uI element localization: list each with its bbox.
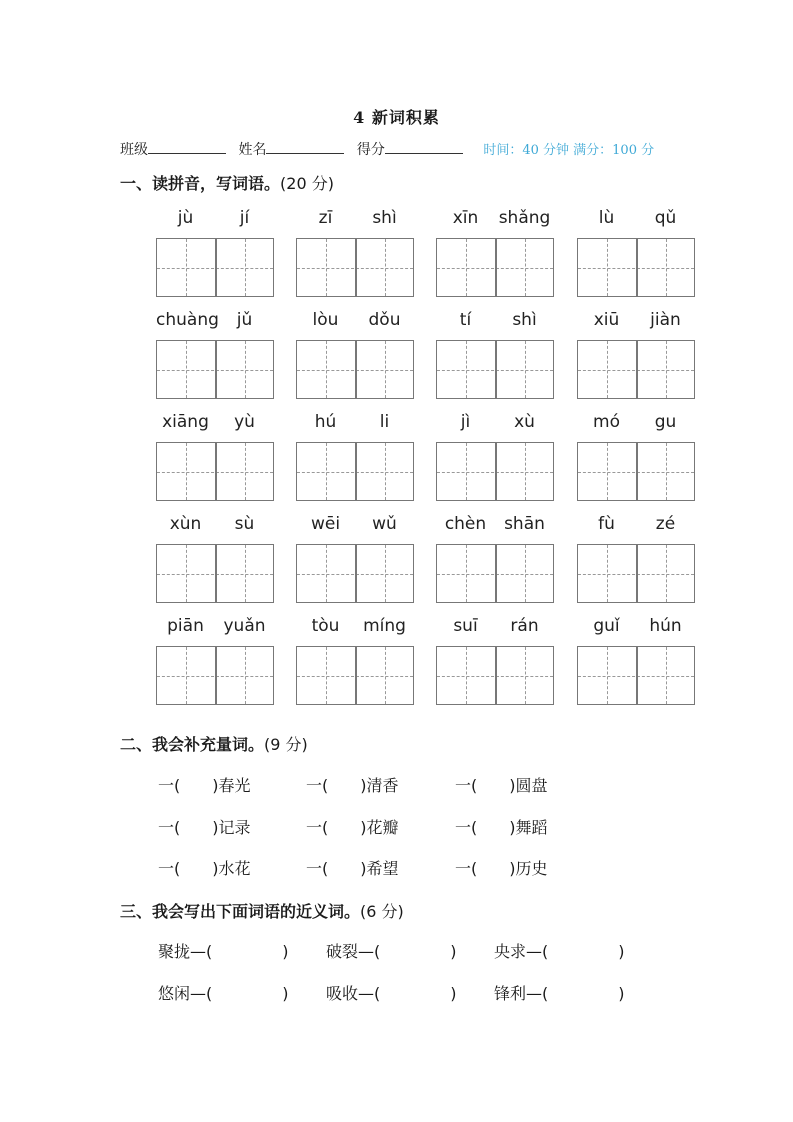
name-field[interactable] <box>266 139 344 154</box>
pinyin-label: wǔ <box>372 514 397 534</box>
writing-grid-box[interactable] <box>296 442 414 501</box>
dash-open-paren: —( <box>358 984 381 1003</box>
synonym-blank[interactable] <box>494 981 625 1004</box>
pinyin-row <box>156 514 696 614</box>
cell-divider <box>495 341 497 398</box>
close-paren: ) <box>450 942 457 961</box>
section-1-heading: 一、读拼音，写词语。 <box>120 174 281 193</box>
dash-open-paren: —( <box>190 984 213 1003</box>
dash-open-paren: —( <box>190 942 213 961</box>
class-field[interactable] <box>148 139 226 154</box>
close-paren: ) <box>618 942 625 961</box>
section-3-score: (6 分) <box>360 902 404 921</box>
measure-word-blank[interactable]: 一( )历史 <box>455 859 548 878</box>
pinyin-label: hún <box>649 616 682 636</box>
dash-open-paren: —( <box>358 942 381 961</box>
writing-grid-box[interactable] <box>156 544 274 603</box>
writing-grid-box[interactable] <box>577 544 695 603</box>
writing-grid-box[interactable] <box>156 646 274 705</box>
pinyin-row <box>156 208 696 308</box>
close-paren: ) <box>618 984 625 1003</box>
measure-word-blank[interactable]: 一( )圆盘 <box>455 776 548 795</box>
writing-grid-box[interactable] <box>296 544 414 603</box>
writing-grid-box[interactable] <box>296 238 414 297</box>
close-paren: ) <box>282 942 289 961</box>
pinyin-label: li <box>379 412 390 432</box>
pinyin-label: lòu <box>312 310 339 330</box>
synonym-word: 锋利 <box>494 984 527 1003</box>
synonym-word: 聚拢 <box>158 942 191 961</box>
pinyin-label: piān <box>167 616 204 636</box>
pinyin-label: zī <box>318 208 333 228</box>
measure-word-blank[interactable]: 一( )水花 <box>158 859 251 878</box>
measure-word-blank[interactable]: 一( )花瓣 <box>306 818 399 837</box>
pinyin-label: wēi <box>310 514 341 534</box>
pinyin-label: fù <box>598 514 615 534</box>
pinyin-label: suī <box>453 616 478 636</box>
writing-grid-box[interactable] <box>436 238 554 297</box>
cell-divider <box>636 239 638 296</box>
section-1-title <box>120 171 334 194</box>
synonym-blank[interactable] <box>158 981 289 1004</box>
pinyin-label: lù <box>598 208 615 228</box>
pinyin-label: xùn <box>169 514 202 534</box>
cell-divider <box>355 341 357 398</box>
writing-grid-box[interactable] <box>577 238 695 297</box>
cell-divider <box>495 443 497 500</box>
measure-word-blank[interactable]: 一( )舞蹈 <box>455 818 548 837</box>
measure-word-blank[interactable]: 一( )希望 <box>306 859 399 878</box>
pinyin-label: tòu <box>311 616 340 636</box>
cell-divider <box>636 341 638 398</box>
synonym-blank[interactable] <box>158 939 289 962</box>
page-title: 4 新词积累 <box>353 108 440 127</box>
cell-divider <box>355 647 357 704</box>
pinyin-label: jǔ <box>236 310 253 330</box>
cell-divider <box>636 545 638 602</box>
pinyin-label: sù <box>234 514 255 534</box>
writing-grid-box[interactable] <box>156 442 274 501</box>
pinyin-label: chèn <box>444 514 487 534</box>
pinyin-label: rán <box>510 616 539 636</box>
dash-open-paren: —( <box>526 984 549 1003</box>
cell-divider <box>495 545 497 602</box>
pinyin-label: guǐ <box>593 616 620 636</box>
close-paren: ) <box>450 984 457 1003</box>
writing-grid-box[interactable] <box>296 646 414 705</box>
cell-divider <box>355 545 357 602</box>
cell-divider <box>355 239 357 296</box>
pinyin-label: chuàng <box>156 310 219 330</box>
dash-open-paren: —( <box>526 942 549 961</box>
pinyin-label: míng <box>363 616 406 636</box>
student-info-bar <box>120 139 654 159</box>
synonym-word: 破裂 <box>326 942 359 961</box>
writing-grid-box[interactable] <box>296 340 414 399</box>
writing-grid-box[interactable] <box>577 442 695 501</box>
pinyin-row <box>156 310 696 410</box>
cell-divider <box>636 647 638 704</box>
synonym-blank[interactable] <box>326 939 457 962</box>
score-label: 得分 <box>356 142 385 158</box>
pinyin-label: jí <box>239 208 250 228</box>
pinyin-label: mó <box>593 412 620 432</box>
pinyin-label: xiāng <box>162 412 209 432</box>
pinyin-label: gu <box>654 412 677 432</box>
pinyin-label: xiū <box>593 310 620 330</box>
score-field[interactable] <box>385 139 463 154</box>
pinyin-label: shì <box>372 208 397 228</box>
measure-word-blank[interactable]: 一( )记录 <box>158 818 251 837</box>
pinyin-label: tí <box>459 310 472 330</box>
cell-divider <box>495 239 497 296</box>
writing-grid-box[interactable] <box>156 340 274 399</box>
pinyin-label: qǔ <box>654 208 677 228</box>
pinyin-label: xīn <box>452 208 479 228</box>
cell-divider <box>495 647 497 704</box>
pinyin-label: shān <box>504 514 545 534</box>
pinyin-label: zé <box>655 514 676 534</box>
section-3-heading: 三、我会写出下面词语的近义词。 <box>120 902 361 921</box>
section-2-score: (9 分) <box>264 735 308 754</box>
pinyin-label: hú <box>314 412 337 432</box>
pinyin-row <box>156 412 696 512</box>
cell-divider <box>215 341 217 398</box>
cell-divider <box>215 443 217 500</box>
time-score-info: 时间：40 分钟 满分：100 分 <box>483 143 655 158</box>
pinyin-label: jì <box>460 412 471 432</box>
synonym-blank[interactable] <box>326 981 457 1004</box>
class-label: 班级 <box>120 142 148 158</box>
cell-divider <box>215 647 217 704</box>
cell-divider <box>355 443 357 500</box>
pinyin-label: dǒu <box>368 310 401 330</box>
section-2-heading: 二、我会补充量词。 <box>120 735 265 754</box>
pinyin-label: jiàn <box>650 310 681 330</box>
pinyin-row <box>156 616 696 716</box>
writing-grid-box[interactable] <box>156 238 274 297</box>
cell-divider <box>215 239 217 296</box>
pinyin-label: shǎng <box>498 208 551 228</box>
measure-word-blank[interactable]: 一( )春光 <box>158 776 251 795</box>
measure-word-blank[interactable]: 一( )清香 <box>306 776 399 795</box>
section-1-score: (20 分) <box>280 174 334 193</box>
section-2-title <box>120 732 308 755</box>
writing-grid-box[interactable] <box>436 340 554 399</box>
writing-grid-box[interactable] <box>436 646 554 705</box>
pinyin-label: yuǎn <box>223 616 266 636</box>
section-3-title <box>120 899 404 922</box>
cell-divider <box>215 545 217 602</box>
name-label: 姓名 <box>238 142 267 158</box>
pinyin-label: shì <box>512 310 537 330</box>
pinyin-label: jù <box>177 208 194 228</box>
synonym-blank[interactable] <box>494 939 625 962</box>
pinyin-label: yù <box>234 412 255 432</box>
synonym-word: 悠闲 <box>158 984 191 1003</box>
writing-grid-box[interactable] <box>577 340 695 399</box>
synonym-word: 央求 <box>494 942 527 961</box>
writing-grid-box[interactable] <box>577 646 695 705</box>
pinyin-label: xù <box>514 412 535 432</box>
writing-grid-box[interactable] <box>436 544 554 603</box>
writing-grid-box[interactable] <box>436 442 554 501</box>
close-paren: ) <box>282 984 289 1003</box>
cell-divider <box>636 443 638 500</box>
synonym-word: 吸收 <box>326 984 359 1003</box>
